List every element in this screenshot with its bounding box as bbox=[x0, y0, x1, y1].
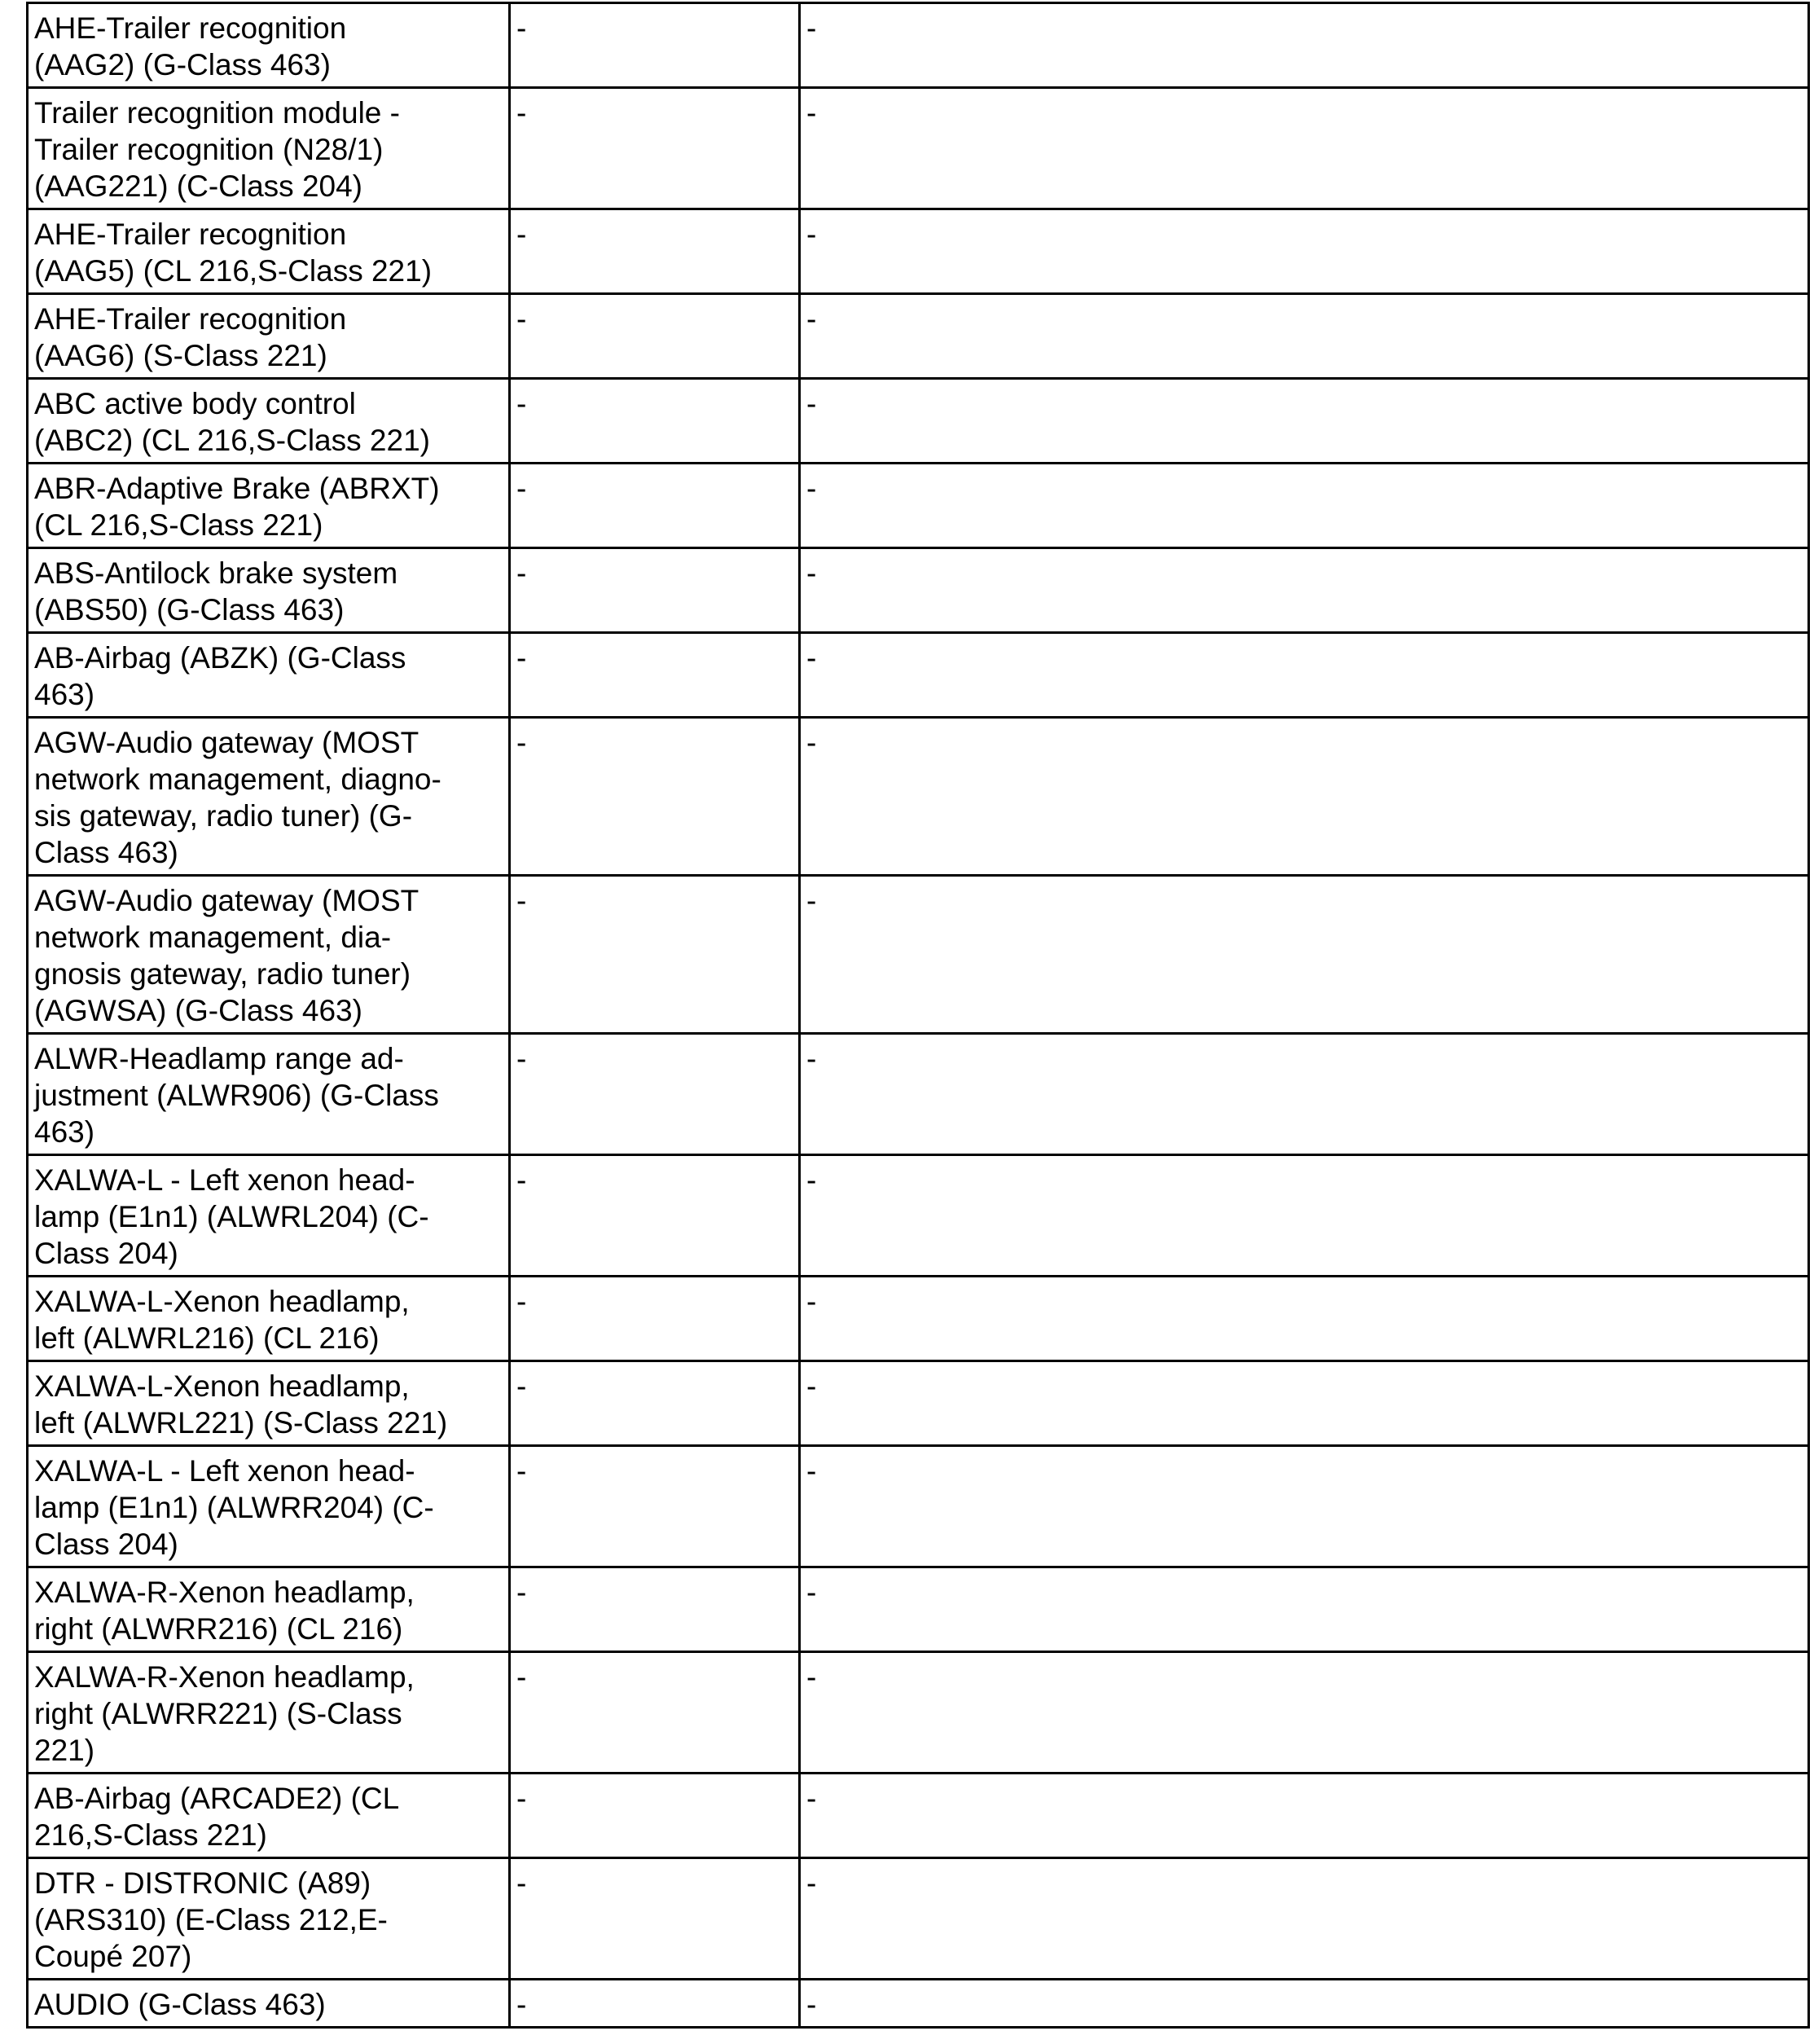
table-row bbox=[28, 1858, 1809, 1980]
table-row bbox=[28, 876, 1809, 1034]
table-row bbox=[28, 1446, 1809, 1567]
column-2-cell: - bbox=[510, 1361, 800, 1446]
column-3-cell: - bbox=[800, 88, 1809, 209]
table-row bbox=[28, 464, 1809, 548]
table-row bbox=[28, 209, 1809, 294]
control-unit-name-cell: ABS-Antilock brake system (ABS50) (G-Class 463) bbox=[28, 548, 510, 633]
column-3-cell: - bbox=[800, 294, 1809, 379]
control-unit-name-cell: ABC active body control (ABC2) (CL 216,S-Class 221) bbox=[28, 379, 510, 464]
column-3-cell: - bbox=[800, 1567, 1809, 1652]
column-3-cell: - bbox=[800, 1774, 1809, 1858]
control-unit-name-cell: AHE-Trailer recognition (AAG2) (G-Class 463) bbox=[28, 3, 510, 88]
column-2-cell: - bbox=[510, 294, 800, 379]
column-3-cell: - bbox=[800, 1277, 1809, 1361]
column-3-cell: - bbox=[800, 1155, 1809, 1277]
column-2-cell: - bbox=[510, 209, 800, 294]
column-2-cell: - bbox=[510, 1567, 800, 1652]
table-row bbox=[28, 294, 1809, 379]
control-unit-name-cell: DTR - DISTRONIC (A89) (ARS310) (E-Class 212,E- Coupé 207) bbox=[28, 1858, 510, 1980]
control-unit-name-cell: XALWA-R-Xenon headlamp, right (ALWRR216) (CL 216) bbox=[28, 1567, 510, 1652]
table-row bbox=[28, 3, 1809, 88]
control-unit-name-cell: AHE-Trailer recognition (AAG5) (CL 216,S-Class 221) bbox=[28, 209, 510, 294]
column-2-cell: - bbox=[510, 1277, 800, 1361]
column-2-cell: - bbox=[510, 379, 800, 464]
column-2-cell: - bbox=[510, 1446, 800, 1567]
table-row bbox=[28, 718, 1809, 876]
column-3-cell: - bbox=[800, 1034, 1809, 1155]
control-unit-table bbox=[26, 2, 1810, 2029]
table-row bbox=[28, 1567, 1809, 1652]
table-row bbox=[28, 1774, 1809, 1858]
column-2-cell: - bbox=[510, 1155, 800, 1277]
column-2-cell: - bbox=[510, 1980, 800, 2028]
column-2-cell: - bbox=[510, 1034, 800, 1155]
control-unit-name-cell: Trailer recognition module - Trailer recognition (N28/1) (AAG221) (C-Class 204) bbox=[28, 88, 510, 209]
control-unit-name-cell: XALWA-L-Xenon headlamp, left (ALWRL216) (CL 216) bbox=[28, 1277, 510, 1361]
control-unit-name-cell: AHE-Trailer recognition (AAG6) (S-Class 221) bbox=[28, 294, 510, 379]
column-3-cell: - bbox=[800, 633, 1809, 718]
control-unit-name-cell: AB-Airbag (ARCADE2) (CL 216,S-Class 221) bbox=[28, 1774, 510, 1858]
control-unit-name-cell: AUDIO (G-Class 463) bbox=[28, 1980, 510, 2028]
control-unit-name-cell: XALWA-R-Xenon headlamp, right (ALWRR221) (S-Class 221) bbox=[28, 1652, 510, 1774]
table-row bbox=[28, 1277, 1809, 1361]
column-3-cell: - bbox=[800, 209, 1809, 294]
control-unit-name-cell: XALWA-L-Xenon headlamp, left (ALWRL221) (S-Class 221) bbox=[28, 1361, 510, 1446]
column-2-cell: - bbox=[510, 633, 800, 718]
column-3-cell: - bbox=[800, 3, 1809, 88]
column-2-cell: - bbox=[510, 1858, 800, 1980]
control-unit-name-cell: ABR-Adaptive Brake (ABRXT) (CL 216,S-Class 221) bbox=[28, 464, 510, 548]
control-unit-name-cell: ALWR-Headlamp range ad- justment (ALWR906) (G-Class 463) bbox=[28, 1034, 510, 1155]
table-body bbox=[28, 3, 1809, 2028]
column-2-cell: - bbox=[510, 1774, 800, 1858]
column-2-cell: - bbox=[510, 548, 800, 633]
column-3-cell: - bbox=[800, 379, 1809, 464]
table-row bbox=[28, 379, 1809, 464]
column-3-cell: - bbox=[800, 1361, 1809, 1446]
column-3-cell: - bbox=[800, 1980, 1809, 2028]
table-row bbox=[28, 1980, 1809, 2028]
table-row bbox=[28, 1155, 1809, 1277]
column-2-cell: - bbox=[510, 3, 800, 88]
control-unit-name-cell: AGW-Audio gateway (MOST network management, dia- gnosis gateway, radio tuner) (AGWSA) (G-Class 463) bbox=[28, 876, 510, 1034]
table-row bbox=[28, 1034, 1809, 1155]
table-row bbox=[28, 633, 1809, 718]
table-row bbox=[28, 548, 1809, 633]
table-row bbox=[28, 88, 1809, 209]
column-3-cell: - bbox=[800, 876, 1809, 1034]
table-row bbox=[28, 1361, 1809, 1446]
column-2-cell: - bbox=[510, 88, 800, 209]
column-3-cell: - bbox=[800, 1652, 1809, 1774]
column-2-cell: - bbox=[510, 876, 800, 1034]
column-3-cell: - bbox=[800, 718, 1809, 876]
column-3-cell: - bbox=[800, 548, 1809, 633]
control-unit-name-cell: AB-Airbag (ABZK) (G-Class 463) bbox=[28, 633, 510, 718]
column-2-cell: - bbox=[510, 1652, 800, 1774]
column-3-cell: - bbox=[800, 1446, 1809, 1567]
column-2-cell: - bbox=[510, 464, 800, 548]
column-2-cell: - bbox=[510, 718, 800, 876]
control-unit-name-cell: XALWA-L - Left xenon head- lamp (E1n1) (ALWRR204) (C- Class 204) bbox=[28, 1446, 510, 1567]
control-unit-name-cell: AGW-Audio gateway (MOST network management, diagno- sis gateway, radio tuner) (G- Class 463) bbox=[28, 718, 510, 876]
column-3-cell: - bbox=[800, 1858, 1809, 1980]
table-row bbox=[28, 1652, 1809, 1774]
column-3-cell: - bbox=[800, 464, 1809, 548]
control-unit-name-cell: XALWA-L - Left xenon head- lamp (E1n1) (ALWRL204) (C- Class 204) bbox=[28, 1155, 510, 1277]
